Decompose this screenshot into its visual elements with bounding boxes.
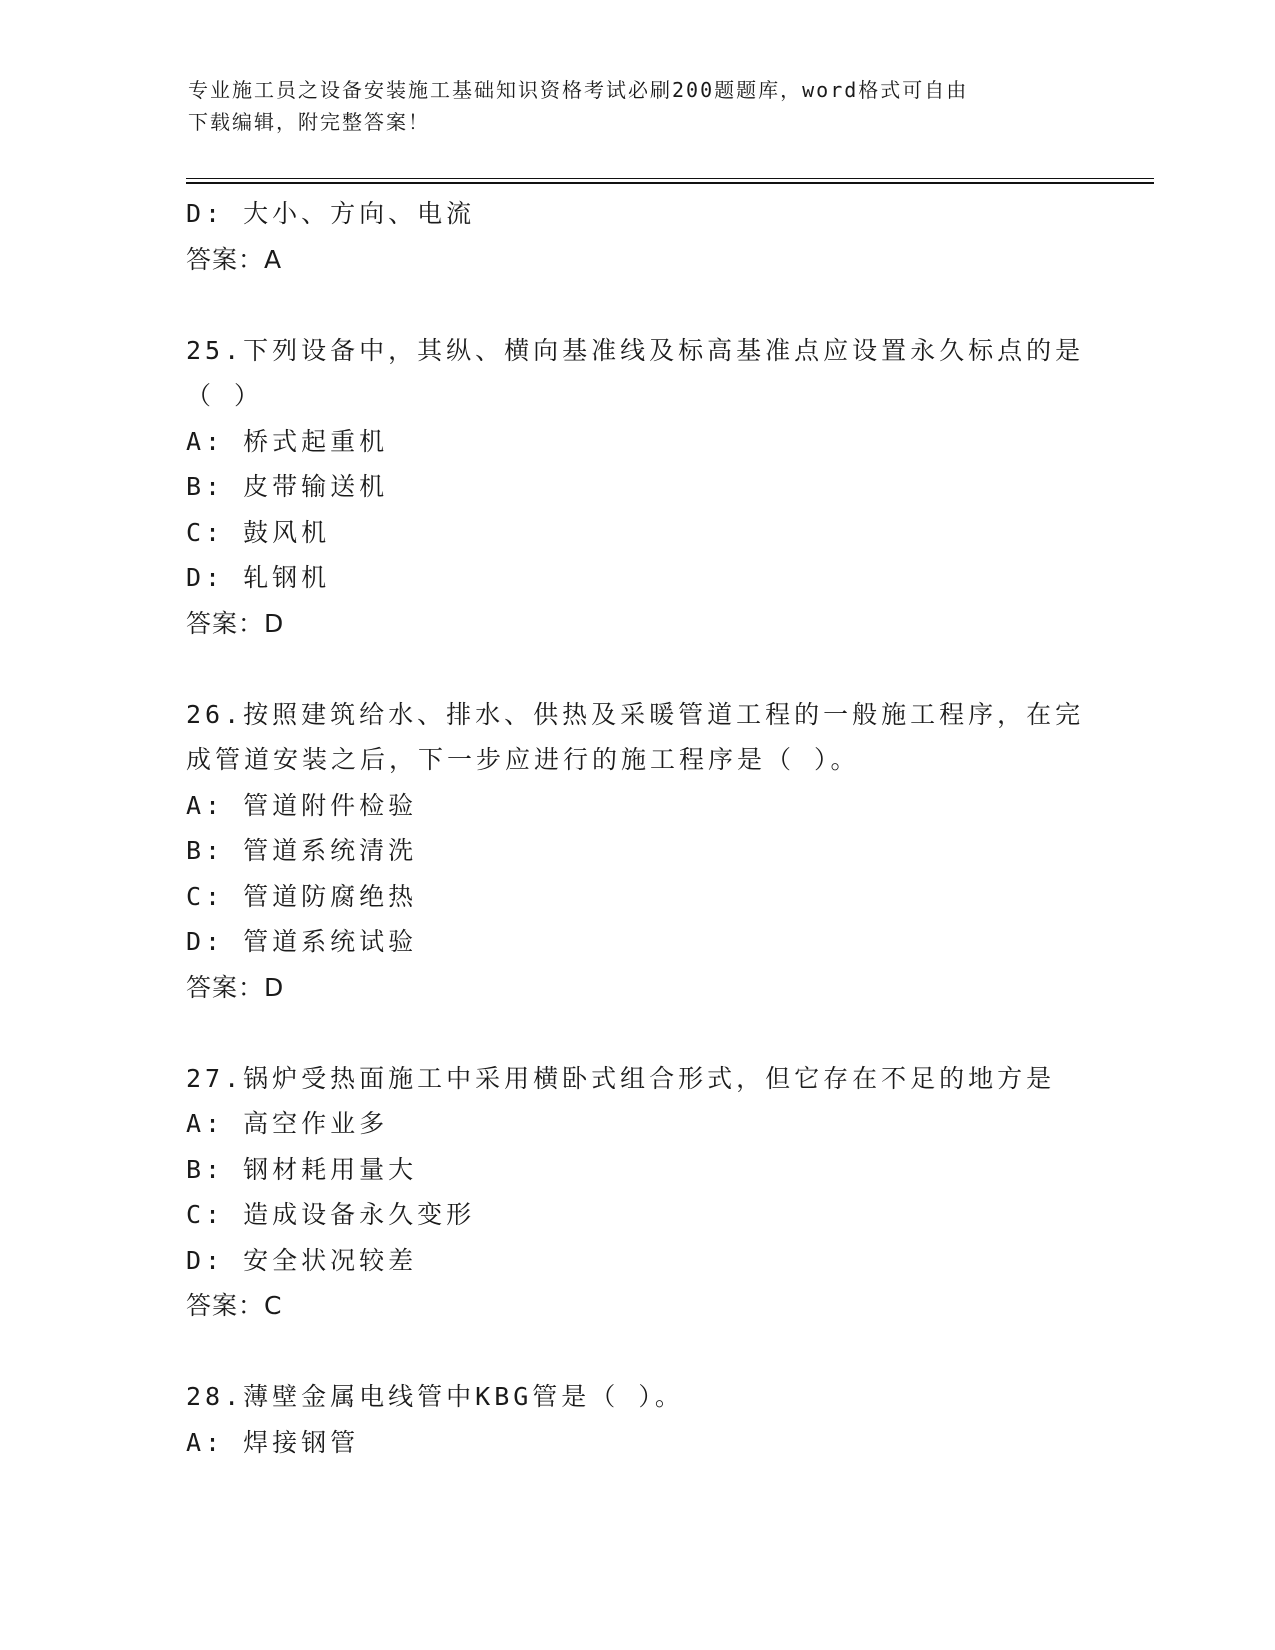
option-a: A: 焊接钢管	[186, 1427, 360, 1457]
spacer	[186, 282, 1086, 328]
question-stem: 27.锅炉受热面施工中采用横卧式组合形式，但它存在不足的地方是	[186, 1063, 1056, 1093]
spacer	[186, 1329, 1086, 1375]
option-d: D: 安全状况较差	[186, 1245, 418, 1275]
document-header	[188, 74, 1068, 138]
option-d: D: 大小、方向、电流	[186, 199, 476, 228]
question-28	[186, 1374, 1086, 1465]
option-c: C: 鼓风机	[186, 517, 331, 547]
option-a: A: 桥式起重机	[186, 426, 389, 456]
option-d: D: 管道系统试验	[186, 927, 418, 956]
option-a: A: 管道附件检验	[186, 790, 418, 820]
question-stem: 25.下列设备中，其纵、横向基准线及标高基准点应设置永久标点的是	[186, 335, 1085, 365]
spacer	[186, 1010, 1086, 1056]
header-title-line-2: 下载编辑，附完整答案！	[188, 110, 430, 134]
option-d: D: 轧钢机	[186, 563, 331, 592]
header-divider	[186, 178, 1154, 184]
option-b: B: 管道系统清洗	[186, 836, 418, 865]
answer-label: 答案：C	[186, 1291, 283, 1320]
option-b: B: 钢材耗用量大	[186, 1154, 418, 1184]
option-c: C: 造成设备永久变形	[186, 1200, 476, 1229]
question-26	[186, 692, 1086, 1011]
option-a: A: 高空作业多	[186, 1109, 389, 1138]
answer-label: 答案：D	[186, 608, 285, 638]
question-25	[186, 328, 1086, 647]
question-27	[186, 1056, 1086, 1329]
spacer	[186, 646, 1086, 692]
question-stem-continued: 成管道安装之后，下一步应进行的施工程序是（ ）。	[186, 745, 860, 774]
header-title-line-1: 专业施工员之设备安装施工基础知识资格考试必刷200题题库，word格式可自由	[188, 78, 969, 102]
answer-label: 答案：D	[186, 972, 285, 1002]
question-stem: 26.按照建筑给水、排水、供热及采暖管道工程的一般施工程序，在完	[186, 699, 1085, 729]
question-list	[186, 191, 1086, 1465]
option-c: C: 管道防腐绝热	[186, 881, 418, 911]
previous-question-tail	[186, 191, 1086, 282]
answer-label: 答案：A	[186, 244, 283, 274]
option-b: B: 皮带输送机	[186, 472, 389, 501]
question-stem: 28.薄壁金属电线管中KBG管是（ ）。	[186, 1382, 684, 1411]
question-stem-continued: （ ）	[186, 381, 264, 410]
